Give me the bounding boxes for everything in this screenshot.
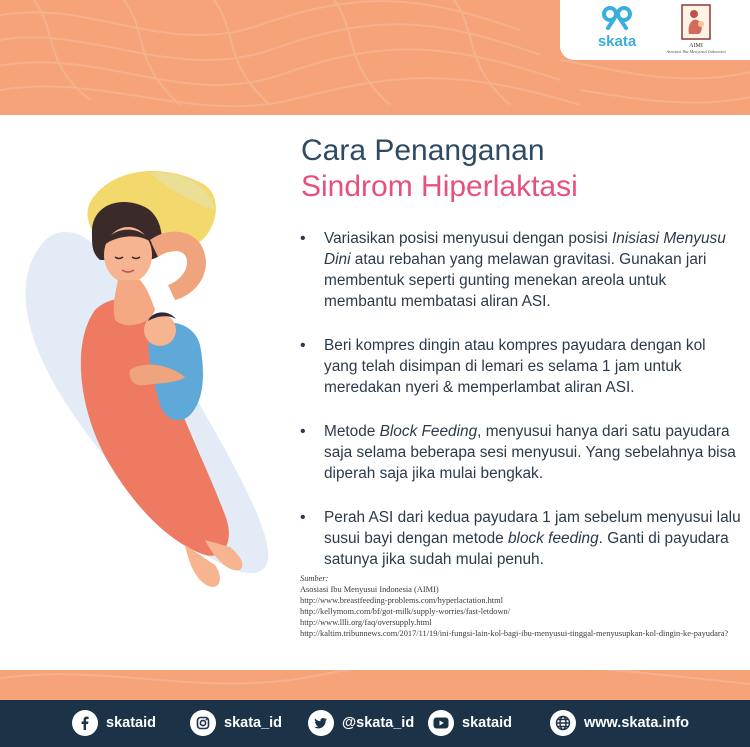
bullet-icon: • bbox=[300, 509, 306, 526]
skata-logo-text: skata bbox=[597, 33, 637, 50]
tip-text: Variasikan posisi menyusui dengan posisi bbox=[324, 230, 613, 247]
facebook-handle: skataid bbox=[106, 715, 156, 731]
footer bbox=[0, 700, 750, 747]
tip-item bbox=[298, 421, 743, 484]
tip-text: . Ganti di payudara satunya jika sudah mulai penuh. bbox=[324, 530, 729, 568]
source-item: Asosiasi Ibu Menyusui Indonesia (AIMI) bbox=[300, 585, 439, 595]
website-link[interactable] bbox=[550, 710, 689, 736]
tip-item bbox=[298, 335, 743, 398]
page-title-line1: Cara Penanganan bbox=[301, 134, 545, 167]
aimi-emblem-icon bbox=[681, 4, 711, 40]
aimi-tagline: Asosiasi Ibu Menyusui Indonesia bbox=[666, 49, 726, 54]
skata-logo bbox=[592, 4, 642, 50]
twitter-link[interactable] bbox=[308, 710, 414, 736]
tip-text: Perah ASI dari kedua payudara 1 jam sebelum menyusui lalu susui bayi dengan metode bbox=[324, 509, 741, 547]
youtube-icon bbox=[428, 710, 454, 736]
aimi-logo bbox=[660, 4, 732, 54]
twitter-handle: @skata_id bbox=[342, 715, 415, 731]
tip-text: block feeding bbox=[507, 530, 599, 547]
tip-text: , menyusui hanya dari satu payudara saja selama beberapa sesi menyusui. Yang sebelahnya bisa diperah saja jika mulai bengkak. bbox=[324, 423, 736, 482]
bullet-icon: • bbox=[300, 337, 306, 354]
source-item: http://kaltim.tribunnews.com/2017/11/19/ini-fungsi-lain-kol-bagi-ibu-menyusui-tinggal-menyusupkan-kol-dingin-ke-payudara? bbox=[300, 629, 729, 639]
website-url: www.skata.info bbox=[584, 715, 690, 731]
baby-head bbox=[144, 314, 176, 346]
tips-list bbox=[298, 228, 743, 593]
tip-text: Beri kompres dingin atau kompres payudara dengan kol yang telah disimpan di lemari es selama 1 jam untuk meredakan nyeri & memperlambat aliran ASI. bbox=[324, 337, 706, 396]
instagram-icon bbox=[190, 710, 216, 736]
page-title-line2: Sindrom Hiperlaktasi bbox=[301, 170, 578, 203]
skata-ribbon-icon bbox=[600, 4, 634, 30]
logo-box bbox=[560, 0, 750, 60]
instagram-link[interactable] bbox=[190, 710, 282, 736]
tip-text: Inisiasi Menyusu Dini bbox=[324, 230, 726, 268]
bullet-icon: • bbox=[300, 230, 306, 247]
mother-breastfeeding-illustration bbox=[0, 115, 290, 595]
tip-text: Block Feeding bbox=[379, 423, 478, 440]
youtube-handle: skataid bbox=[462, 715, 512, 731]
tip-text: atau rebahan yang melawan gravitasi. Gunakan jari membentuk seperti gunting menekan areola untuk membantu membatasi aliran ASI. bbox=[324, 251, 707, 310]
tip-item bbox=[298, 507, 743, 570]
source-item: http://kellymom.com/bf/got-milk/supply-worries/fast-letdown/ bbox=[300, 607, 511, 617]
instagram-handle: skata_id bbox=[224, 715, 283, 731]
tip-text: Metode bbox=[324, 423, 380, 440]
facebook-icon bbox=[72, 710, 98, 736]
youtube-link[interactable] bbox=[428, 710, 512, 736]
raised-arm bbox=[150, 232, 206, 300]
sources-block bbox=[300, 573, 745, 640]
facebook-link[interactable] bbox=[72, 710, 156, 736]
tip-item bbox=[298, 228, 743, 312]
twitter-icon bbox=[308, 710, 334, 736]
bullet-icon: • bbox=[300, 423, 306, 440]
source-item: http://www.breastfeeding-problems.com/hyperlactation.html bbox=[300, 596, 503, 606]
source-item: http://www.llli.org/faq/oversupply.html bbox=[300, 618, 432, 628]
globe-icon bbox=[550, 710, 576, 736]
aimi-logo-text: AIMI bbox=[689, 43, 703, 49]
sources-label: Sumber: bbox=[300, 574, 329, 583]
